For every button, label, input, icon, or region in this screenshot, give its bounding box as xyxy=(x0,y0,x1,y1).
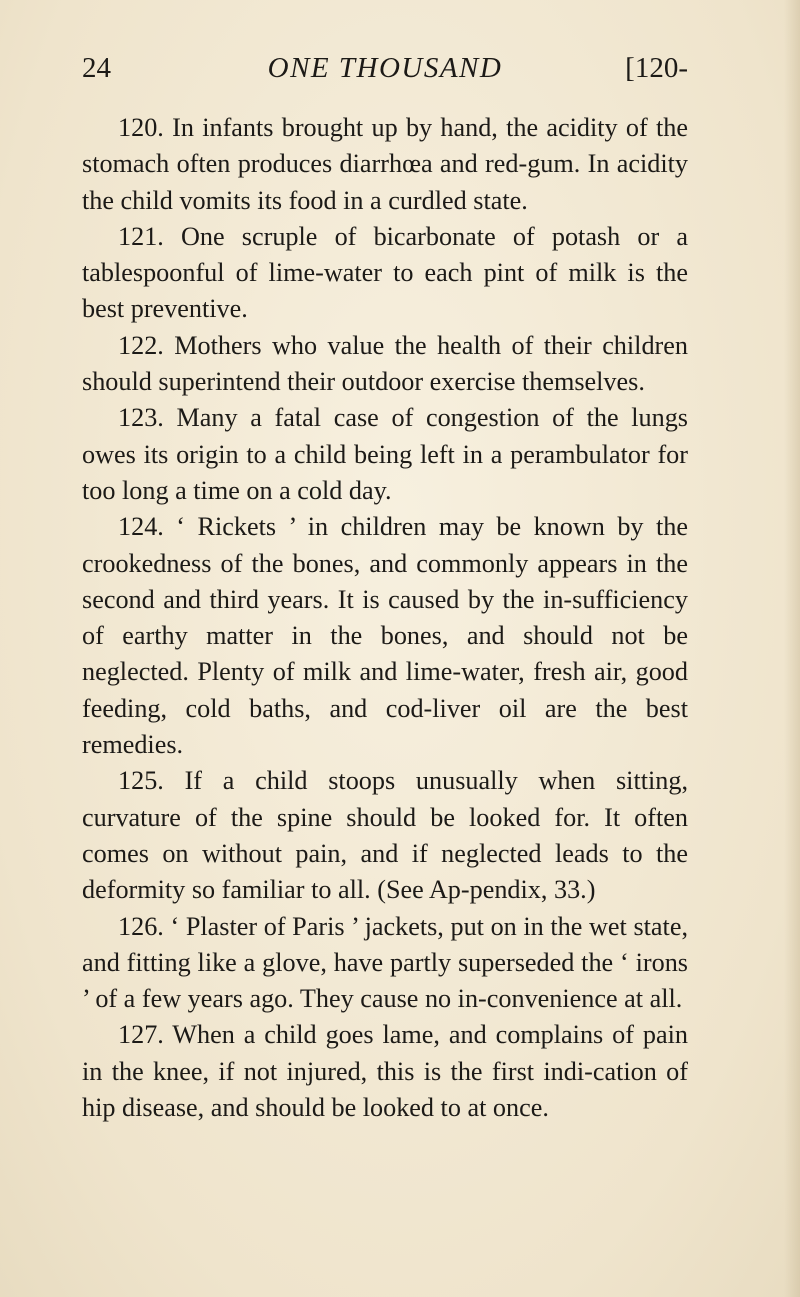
page-number: 24 xyxy=(82,52,111,84)
paragraph-text: ‘ Plaster of Paris ’ jackets, put on in the wet state, and fitting like a glove, have partly superseded the ‘ irons ’ of a few years ago. They cause no in-convenience at all. xyxy=(82,911,689,1014)
paragraph-number: 124. xyxy=(118,512,164,542)
paragraph-number: 127. xyxy=(118,1020,164,1050)
paragraph-text: If a child stoops unusually when sitting, curvature of the spine should be looked for. It often comes on without pain, and if neglected leads to the deformity so familiar to all. (See Ap-pendix, 33.) xyxy=(82,766,689,905)
paragraph-text: When a child goes lame, and complains of pain in the knee, if not injured, this is the first indi-cation of hip disease, and should be looked to at once. xyxy=(82,1020,688,1123)
paragraph-number: 122. xyxy=(118,330,164,360)
paragraph-text: In infants brought up by hand, the acidity of the stomach often produces diarrhœa and red-gum. In acidity the child vomits its food in a curdled state. xyxy=(82,113,688,215)
paragraph-123 xyxy=(82,400,688,509)
paragraph-124 xyxy=(82,509,688,763)
paragraph-127 xyxy=(82,1017,688,1126)
running-header xyxy=(82,52,688,96)
paragraph-text: Mothers who value the health of their children should superintend their outdoor exercise themselves. xyxy=(82,330,688,397)
paragraph-number: 125. xyxy=(118,766,164,796)
paragraph-number: 120. xyxy=(118,113,164,142)
paragraph-number: 121. xyxy=(118,221,164,251)
page-edge-shadow xyxy=(784,0,800,1297)
body-text xyxy=(82,110,688,1126)
running-title: ONE THOUSAND xyxy=(267,52,503,84)
paragraph-122 xyxy=(82,328,688,401)
paragraph-text: ‘ Rickets ’ in children may be known by the crookedness of the bones, and commonly appears in the second and third years. It is caused by the in-sufficiency of earthy matter in the bones, and should not be neglected. Plenty of milk and lime-water, fresh air, good feeding, cold baths, and cod-liver oil are the best remedies. xyxy=(82,512,688,760)
paragraph-126 xyxy=(82,909,688,1018)
paragraph-number: 126. xyxy=(118,911,164,941)
paragraph-125 xyxy=(82,763,688,908)
paragraph-120 xyxy=(82,110,688,219)
paragraph-121 xyxy=(82,219,688,328)
page-reference: [120- xyxy=(625,52,688,84)
paragraph-number: 123. xyxy=(118,403,164,433)
paragraph-text: Many a fatal case of congestion of the lungs owes its origin to a child being left in a perambulator for too long a time on a cold day. xyxy=(82,403,688,505)
paragraph-text: One scruple of bicarbonate of potash or a tablespoonful of lime-water to each pint of milk is the best preventive. xyxy=(82,221,688,324)
